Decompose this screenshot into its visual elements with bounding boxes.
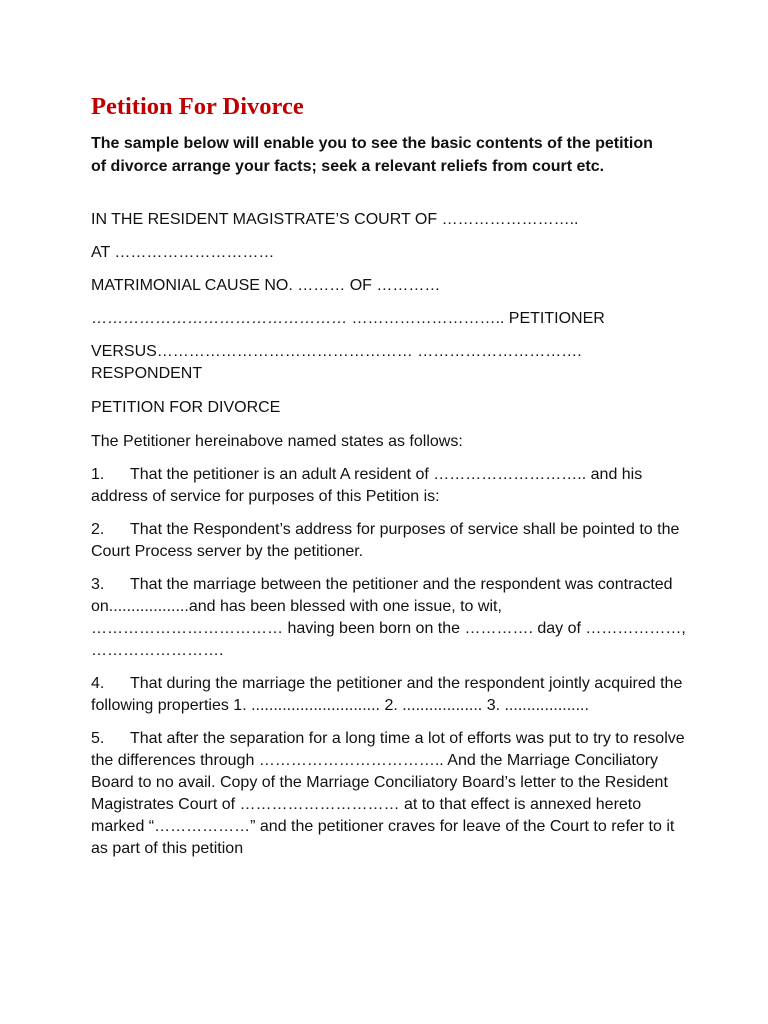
item-2 — [91, 519, 691, 563]
item-number: 4. — [91, 675, 105, 692]
item-text: That the Respondent’s address for purposes of service shall be pointed to the Court Process server by the petitioner. — [91, 521, 680, 560]
item-number: 2. — [91, 521, 105, 538]
at-line: AT ………………………… — [91, 244, 275, 261]
item-3 — [91, 574, 691, 662]
respondent-line: RESPONDENT — [91, 365, 203, 382]
item-text: That the petitioner is an adult A resident of ……………………….. and his address of service for purposes of this Petition is: — [91, 466, 643, 505]
document-page — [91, 92, 691, 860]
item-4 — [91, 673, 691, 717]
item-1 — [91, 464, 691, 508]
item-number: 3. — [91, 576, 105, 593]
cause-line: MATRIMONIAL CAUSE NO. ……… OF ………… — [91, 277, 441, 294]
petitioner-line: ………………………………………… ……………………….. PETITIONER — [91, 310, 605, 327]
court-line: IN THE RESIDENT MAGISTRATE’S COURT OF …………………….. — [91, 211, 579, 228]
document-title: Petition For Divorce — [91, 93, 304, 120]
versus-line: VERSUS………………………………………… …………………………. — [91, 343, 582, 360]
item-number: 5. — [91, 730, 105, 747]
item-text: That the marriage between the petitioner and the respondent was contracted on..................and has been blessed with one issue, to wit, ……………………………… having been born on the …………. day of ………………, ……………………. — [91, 576, 686, 659]
intro-text: The sample below will enable you to see the basic contents of the petition of divorce arrange your facts; seek a relevant reliefs from court etc. — [91, 135, 653, 175]
states-line: The Petitioner hereinabove named states as follows: — [91, 433, 463, 450]
item-number: 1. — [91, 466, 105, 483]
item-5 — [91, 728, 691, 860]
item-text: That after the separation for a long time a lot of efforts was put to try to resolve the differences through …………………………….. And the Marriage Conciliatory Board to no avail. Copy of the Marriage Conciliatory Board’s letter to the Resident Magistrates Court of ………………………… at to that effect is annexed hereto marked “………………” and the petitioner craves for leave of the Court to refer to it as part of this petition — [91, 730, 685, 857]
petition-heading: PETITION FOR DIVORCE — [91, 399, 281, 416]
item-text: That during the marriage the petitioner and the respondent jointly acquired the following properties 1. ............................. 2. .................. 3. ................... — [91, 675, 683, 714]
